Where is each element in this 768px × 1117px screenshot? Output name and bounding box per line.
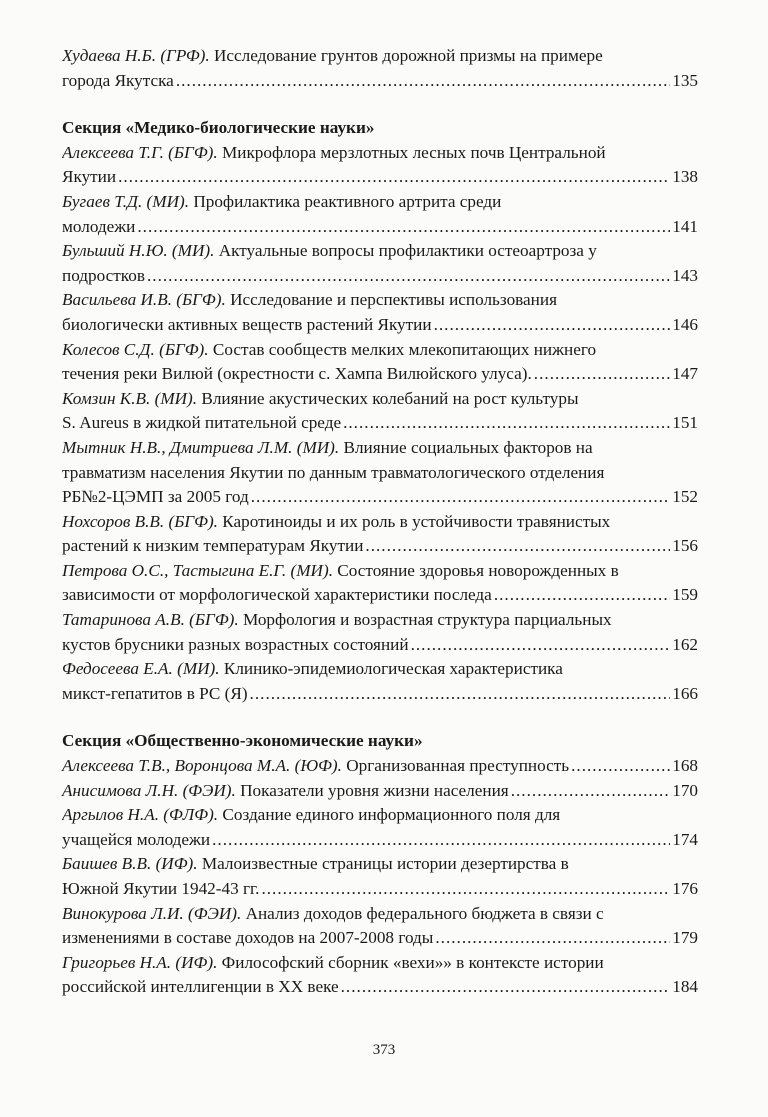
section-heading: Секция «Общественно-экономические науки» [62,731,423,751]
entry-author: Баишев В.В. (ИФ). [62,854,198,874]
entry-title: Создание единого информационного поля для [222,805,561,825]
leader-dots [137,215,670,240]
entry-first-line [62,190,698,215]
toc-entry [62,902,698,951]
entry-title: Анализ доходов федерального бюджета в связи с [245,903,604,923]
entry-title: Актуальные вопросы профилактики остеоартроза у [218,241,597,261]
leader-dots [494,583,670,608]
toc-entry [62,608,698,657]
entry-author: Алексеева Т.В., Воронцова М.А. (ЮФ). [62,756,342,776]
leader-dots [343,411,670,436]
leader-dots [511,779,671,804]
entry-last-line [62,485,698,510]
entry-title: Профилактика реактивного артрита среди [193,191,502,211]
entry-title-cont: российской интеллигенции в XX веке [62,977,339,997]
leader-dots [434,313,671,338]
toc-entry [62,436,698,510]
entry-title-cont: кустов брусники разных возрастных состояний [62,634,409,654]
entry-page: 168 [672,756,698,776]
entry-title: Клинико-эпидемиологическая характеристика [223,659,563,679]
entry-page: 176 [672,879,698,898]
entry-author: Бугаев Т.Д. (МИ). [62,191,190,211]
section-entries-inline [62,754,698,803]
entry-title: Влияние акустических колебаний на рост культуры [201,388,579,408]
entry-page: 162 [672,634,698,654]
entry-first-line [62,951,698,976]
toc-entry [62,387,698,436]
toc-entry [62,852,698,901]
entry-title-cont: течения реки Вилюй (окрестности с. Хампа Вилюйского улуса). [62,364,532,384]
entry-title: Состояние здоровья новорожденных в [337,560,619,580]
toc-entry [62,779,698,804]
entry-last-line [62,877,698,902]
entry-author: Васильева И.В. (БГФ). [62,290,226,310]
entry-page: 170 [672,780,698,800]
entry-last-line [62,362,698,387]
entry-first-line [62,608,698,633]
entry-page: 138 [672,167,698,187]
entry-title-cont: растений к низким температурам Якутии [62,536,364,556]
entry-title-cont: травматизм населения Якутии по данным травматологического отделения [62,462,605,482]
entry-first-line [62,239,698,264]
entry-title: Влияние социальных факторов на [343,437,593,457]
entry-author: Нохсоров В.В. (БГФ). [62,511,218,531]
leader-dots [176,69,670,94]
entry-page: 147 [672,364,698,384]
leader-dots [250,682,671,707]
entry-first-line [62,559,698,584]
toc-entry [62,239,698,288]
leader-dots [118,165,670,190]
entry-title-cont: подростков [62,265,145,285]
entry-title-cont: зависимости от морфологической характеристики последа [62,585,492,605]
entry-first-line [62,803,698,828]
entry-author: Григорьев Н.А. (ИФ). [62,952,218,972]
entry-page: 141 [672,216,698,236]
entry-first-line [62,510,698,535]
entry-title: Каротиноиды и их роль в устойчивости травянистых [222,511,611,531]
entry-title: Исследование грунтов дорожной призмы на примере [214,46,603,65]
toc-entry [62,657,698,706]
entry-last-line [62,165,698,190]
entry-last-line [62,313,698,338]
entry-title-cont: учащейся молодежи [62,829,211,849]
leader-dots [251,485,670,510]
entry-title-cont: биологически активных веществ растений Якутии [62,314,432,334]
toc-entry [62,338,698,387]
entry-text [62,779,509,804]
entry-title: Морфология и возрастная структура парциальных [242,610,612,630]
entry-last-line [62,828,698,853]
toc-entry [62,510,698,559]
entry-author: Татаринова А.В. (БГФ). [62,610,239,630]
entry-title: Организованная преступность [346,756,570,776]
entry-page: 135 [672,70,698,90]
entry-first-line [62,902,698,927]
entry-page: 184 [672,977,698,997]
toc-entry [62,951,698,1000]
entry-text [62,754,569,779]
entry-title: Показатели уровня жизни населения [240,780,509,800]
entry-page: 151 [672,413,698,433]
entry-title-cont: города Якутска [62,70,174,90]
entry-page: 156 [672,536,698,556]
leader-dots [261,877,670,902]
entry-first-line [62,387,698,412]
section-entries [62,803,698,1000]
entry-last-line [62,411,698,436]
toc-entry [62,190,698,239]
entry-last-line [62,215,698,240]
leader-dots [147,264,670,289]
entry-page: 152 [672,487,698,507]
entry-last-line [62,633,698,658]
section-heading: Секция «Медико-биологические науки» [62,118,375,138]
entry-author: Винокурова Л.И. (ФЭИ). [62,903,242,923]
entry-title-cont: Якутии [62,167,117,187]
entry-author: Колесов С.Д. (БГФ). [62,339,209,359]
leader-dots [411,633,671,658]
entry-title-cont: Южной Якутии 1942-43 гг. [62,879,260,898]
entry-last-line [62,264,698,289]
entry-page: 159 [672,585,698,605]
entry-title-cont: изменениями в составе доходов на 2007-2008 годы [62,928,434,948]
toc-entry [62,44,698,93]
entry-title-cont: S. Aureus в жидкой питательной среде [62,413,342,433]
toc-entry [62,754,698,779]
entry-last-line [62,975,698,1000]
table-of-contents [62,44,698,1000]
entry-author: Мытник Н.В., Дмитриева Л.М. (МИ). [62,437,340,457]
entry-title: Состав сообществ мелких млекопитающих нижнего [212,339,597,359]
toc-entry [62,288,698,337]
entry-first-line [62,338,698,363]
entry-first-line [62,852,698,877]
entry-title: Философский сборник «вехи»» в контексте истории [221,952,604,972]
entry-title: Малоизвестные страницы истории дезертирства в [201,854,569,874]
entry-author: Аргылов Н.А. (ФЛФ). [62,805,219,825]
entry-page: 166 [672,683,698,703]
entry-page: 146 [672,314,698,334]
entry-title-cont: РБ№2-ЦЭМП за 2005 год [62,487,249,507]
leader-dots [534,362,670,387]
toc-entry [62,141,698,190]
leader-dots [212,828,670,853]
section-entries [62,141,698,707]
leader-dots [365,534,670,559]
entry-author: Анисимова Л.Н. (ФЭИ). [62,780,236,800]
leader-dots [435,926,670,951]
entry-page: 179 [672,928,698,948]
entry-last-line [62,926,698,951]
entry-title-cont: микст-гепатитов в РС (Я) [62,683,248,703]
entry-author: Алексеева Т.Г. (БГФ). [62,142,218,162]
page-number: 373 [372,1042,396,1058]
entry-author: Бульший Н.Ю. (МИ). [62,241,215,261]
entry-first-line [62,141,698,166]
leader-dots [341,975,671,1000]
entry-last-line [62,682,698,707]
entry-author: Петрова О.С., Тастыгина Е.Г. (МИ). [62,560,333,580]
entry-title-cont: молодежи [62,216,136,236]
entry-author: Федосеева Е.А. (МИ). [62,659,220,679]
entry-title: Исследование и перспективы использования [230,290,557,310]
leader-dots [571,754,670,779]
toc-entry [62,803,698,852]
entry-first-line [62,288,698,313]
entry-author: Худаева Н.Б. (ГРФ). [62,46,210,65]
entry-first-line [62,657,698,682]
entry-title: Микрофлора мерзлотных лесных почв Центральной [221,142,606,162]
entry-page: 174 [672,829,698,849]
toc-entry [62,559,698,608]
entry-page: 143 [672,265,698,285]
entry-last-line [62,534,698,559]
entry-author: Комзин К.В. (МИ). [62,388,198,408]
entry-first-line [62,436,698,461]
entry-last-line [62,583,698,608]
